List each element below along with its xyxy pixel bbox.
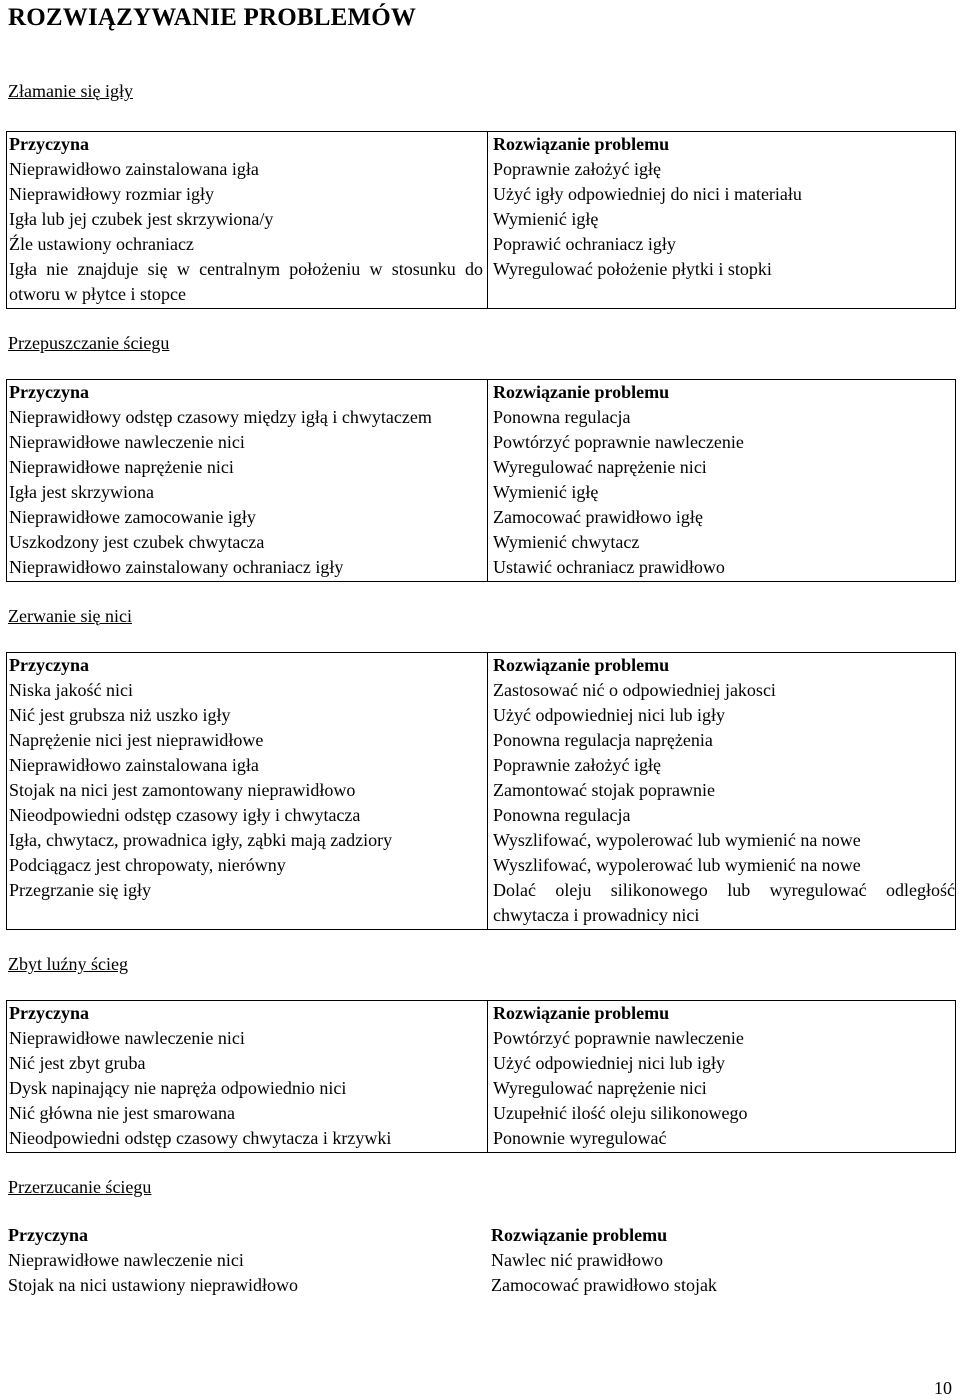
solution-cell: Ustawić ochraniacz prawidłowo bbox=[488, 555, 956, 582]
table-row bbox=[7, 1076, 956, 1101]
table-row bbox=[7, 1101, 956, 1126]
cause-cell: Nieprawidłowe nawleczenie nici bbox=[7, 430, 488, 455]
solution-cell: Wyregulować naprężenie nici bbox=[488, 455, 956, 480]
header-solution: Rozwiązanie problemu bbox=[488, 380, 956, 406]
table-row bbox=[7, 405, 956, 430]
table-row bbox=[7, 803, 956, 828]
cause-cell: Nieodpowiedni odstęp czasowy chwytacza i krzywki bbox=[7, 1126, 488, 1153]
cause-cell: Nieprawidłowo zainstalowana igła bbox=[7, 157, 488, 182]
cause-cell: Igła lub jej czubek jest skrzywiona/y bbox=[7, 207, 488, 232]
solution-cell: Wyszlifować, wypolerować lub wymienić na nowe bbox=[488, 828, 956, 853]
cause-cell: Uszkodzony jest czubek chwytacza bbox=[7, 530, 488, 555]
table-row bbox=[6, 1248, 956, 1273]
table-row bbox=[7, 728, 956, 753]
cause-cell: Nieprawidłowe zamocowanie igły bbox=[7, 505, 488, 530]
solution-cell: Poprawić ochraniacz igły bbox=[488, 232, 956, 257]
header-solution: Rozwiązanie problemu bbox=[488, 653, 956, 679]
table-row bbox=[7, 430, 956, 455]
cause-cell: Źle ustawiony ochraniacz bbox=[7, 232, 488, 257]
table-row bbox=[6, 1273, 956, 1299]
troubleshooting-table bbox=[6, 1000, 956, 1153]
cause-cell: Nić jest zbyt gruba bbox=[7, 1051, 488, 1076]
cause-cell: Nieprawidłowo zainstalowana igła bbox=[7, 753, 488, 778]
cause-cell: Niska jakość nici bbox=[7, 678, 488, 703]
solution-cell: Poprawnie założyć igłę bbox=[488, 753, 956, 778]
cause-cell: Nieprawidłowy rozmiar igły bbox=[7, 182, 488, 207]
cause-cell: Stojak na nici ustawiony nieprawidłowo bbox=[8, 1275, 298, 1295]
table-row bbox=[7, 678, 956, 703]
table-row bbox=[7, 505, 956, 530]
cause-cell: Podciągacz jest chropowaty, nierówny bbox=[7, 853, 488, 878]
section-skipped-stitches bbox=[8, 331, 956, 582]
table-row bbox=[7, 1126, 956, 1153]
troubleshooting-table bbox=[6, 131, 956, 309]
cause-cell: Przegrzanie się igły bbox=[7, 878, 488, 930]
solution-cell: Zamocować prawidłowo igłę bbox=[488, 505, 956, 530]
solution-cell: Wymienić chwytacz bbox=[488, 530, 956, 555]
solution-cell: Wymienić igłę bbox=[488, 207, 956, 232]
cause-cell: Nić główna nie jest smarowana bbox=[7, 1101, 488, 1126]
table-row bbox=[7, 232, 956, 257]
cause-cell: Nić jest grubsza niż uszko igły bbox=[7, 703, 488, 728]
solution-cell: Nawlec nić prawidłowo bbox=[491, 1250, 663, 1270]
solution-cell: Zamontować stojak poprawnie bbox=[488, 778, 956, 803]
cause-cell: Igła jest skrzywiona bbox=[7, 480, 488, 505]
solution-cell: Wyszlifować, wypolerować lub wymienić na nowe bbox=[488, 853, 956, 878]
cause-cell: Nieprawidłowe nawleczenie nici bbox=[8, 1250, 244, 1270]
table-row bbox=[7, 853, 956, 878]
table-row bbox=[7, 1026, 956, 1051]
section-title: Przepuszczanie ściegu bbox=[8, 333, 170, 353]
troubleshooting-table bbox=[6, 379, 956, 582]
solution-cell: Ponowna regulacja bbox=[488, 803, 956, 828]
solution-cell: Wyregulować położenie płytki i stopki bbox=[488, 257, 956, 309]
header-cause: Przyczyna bbox=[7, 380, 488, 406]
solution-cell: Powtórzyć poprawnie nawleczenie bbox=[488, 430, 956, 455]
cause-cell: Stojak na nici jest zamontowany nieprawidłowo bbox=[7, 778, 488, 803]
table-row bbox=[7, 828, 956, 853]
header-cause: Przyczyna bbox=[7, 653, 488, 679]
table-header-row bbox=[7, 132, 956, 158]
cause-cell: Igła, chwytacz, prowadnica igły, ząbki mają zadziory bbox=[7, 828, 488, 853]
table-row bbox=[7, 207, 956, 232]
header-solution: Rozwiązanie problemu bbox=[488, 1001, 956, 1027]
page-number: 10 bbox=[934, 1378, 952, 1398]
table-row bbox=[7, 778, 956, 803]
troubleshooting-table bbox=[6, 652, 956, 930]
table-row bbox=[7, 157, 956, 182]
header-solution: Rozwiązanie problemu bbox=[488, 132, 956, 158]
solution-cell: Zamocować prawidłowo stojak bbox=[491, 1275, 717, 1295]
solution-cell: Ponownie wyregulować bbox=[488, 1126, 956, 1153]
table-row bbox=[7, 455, 956, 480]
solution-cell: Wyregulować naprężenie nici bbox=[488, 1076, 956, 1101]
section-title: Zerwanie się nici bbox=[8, 606, 132, 626]
section-loose-stitch bbox=[8, 952, 956, 1153]
table-header-row bbox=[7, 653, 956, 679]
table-row bbox=[7, 257, 956, 309]
header-cause: Przyczyna bbox=[7, 1001, 488, 1027]
cause-cell: Nieprawidłowy odstęp czasowy między igłą i chwytaczem bbox=[7, 405, 488, 430]
section-title: Zbyt luźny ścieg bbox=[8, 954, 128, 974]
cause-cell: Igła nie znajduje się w centralnym położeniu w stosunku do otworu w płytce i stopce bbox=[7, 257, 488, 309]
table-row bbox=[7, 555, 956, 582]
cause-cell: Naprężenie nici jest nieprawidłowe bbox=[7, 728, 488, 753]
header-cause: Przyczyna bbox=[8, 1225, 88, 1245]
section-title: Złamanie się igły bbox=[8, 81, 133, 101]
solution-cell: Powtórzyć poprawnie nawleczenie bbox=[488, 1026, 956, 1051]
troubleshooting-table bbox=[6, 1223, 956, 1299]
cause-cell: Nieprawidłowe nawleczenie nici bbox=[7, 1026, 488, 1051]
solution-cell: Ponowna regulacja bbox=[488, 405, 956, 430]
solution-cell: Uzupełnić ilość oleju silikonowego bbox=[488, 1101, 956, 1126]
table-row bbox=[7, 530, 956, 555]
cause-cell: Nieprawidłowe naprężenie nici bbox=[7, 455, 488, 480]
solution-cell: Zastosować nić o odpowiedniej jakosci bbox=[488, 678, 956, 703]
solution-cell: Wymienić igłę bbox=[488, 480, 956, 505]
table-header-row bbox=[6, 1223, 956, 1248]
page-title: ROZWIĄZYWANIE PROBLEMÓW bbox=[8, 4, 417, 31]
cause-cell: Dysk napinający nie napręża odpowiednio nici bbox=[7, 1076, 488, 1101]
table-header-row bbox=[7, 380, 956, 406]
table-row bbox=[7, 182, 956, 207]
table-row bbox=[7, 753, 956, 778]
table-row bbox=[7, 703, 956, 728]
solution-cell: Użyć odpowiedniej nici lub igły bbox=[488, 1051, 956, 1076]
section-title: Przerzucanie ściegu bbox=[8, 1177, 152, 1197]
cause-cell: Nieodpowiedni odstęp czasowy igły i chwytacza bbox=[7, 803, 488, 828]
cause-cell: Nieprawidłowo zainstalowany ochraniacz igły bbox=[7, 555, 488, 582]
table-row bbox=[7, 878, 956, 930]
table-header-row bbox=[7, 1001, 956, 1027]
header-solution: Rozwiązanie problemu bbox=[491, 1225, 668, 1245]
section-needle-breakage bbox=[8, 79, 956, 309]
table-row bbox=[7, 1051, 956, 1076]
solution-cell: Ponowna regulacja naprężenia bbox=[488, 728, 956, 753]
solution-cell: Dolać oleju silikonowego lub wyregulować odległość chwytacza i prowadnicy nici bbox=[488, 878, 956, 930]
table-row bbox=[7, 480, 956, 505]
header-cause: Przyczyna bbox=[7, 132, 488, 158]
solution-cell: Użyć igły odpowiedniej do nici i materiału bbox=[488, 182, 956, 207]
section-stitch-throwing bbox=[8, 1175, 956, 1299]
solution-cell: Poprawnie założyć igłę bbox=[488, 157, 956, 182]
section-thread-breakage bbox=[8, 604, 956, 930]
solution-cell: Użyć odpowiedniej nici lub igły bbox=[488, 703, 956, 728]
